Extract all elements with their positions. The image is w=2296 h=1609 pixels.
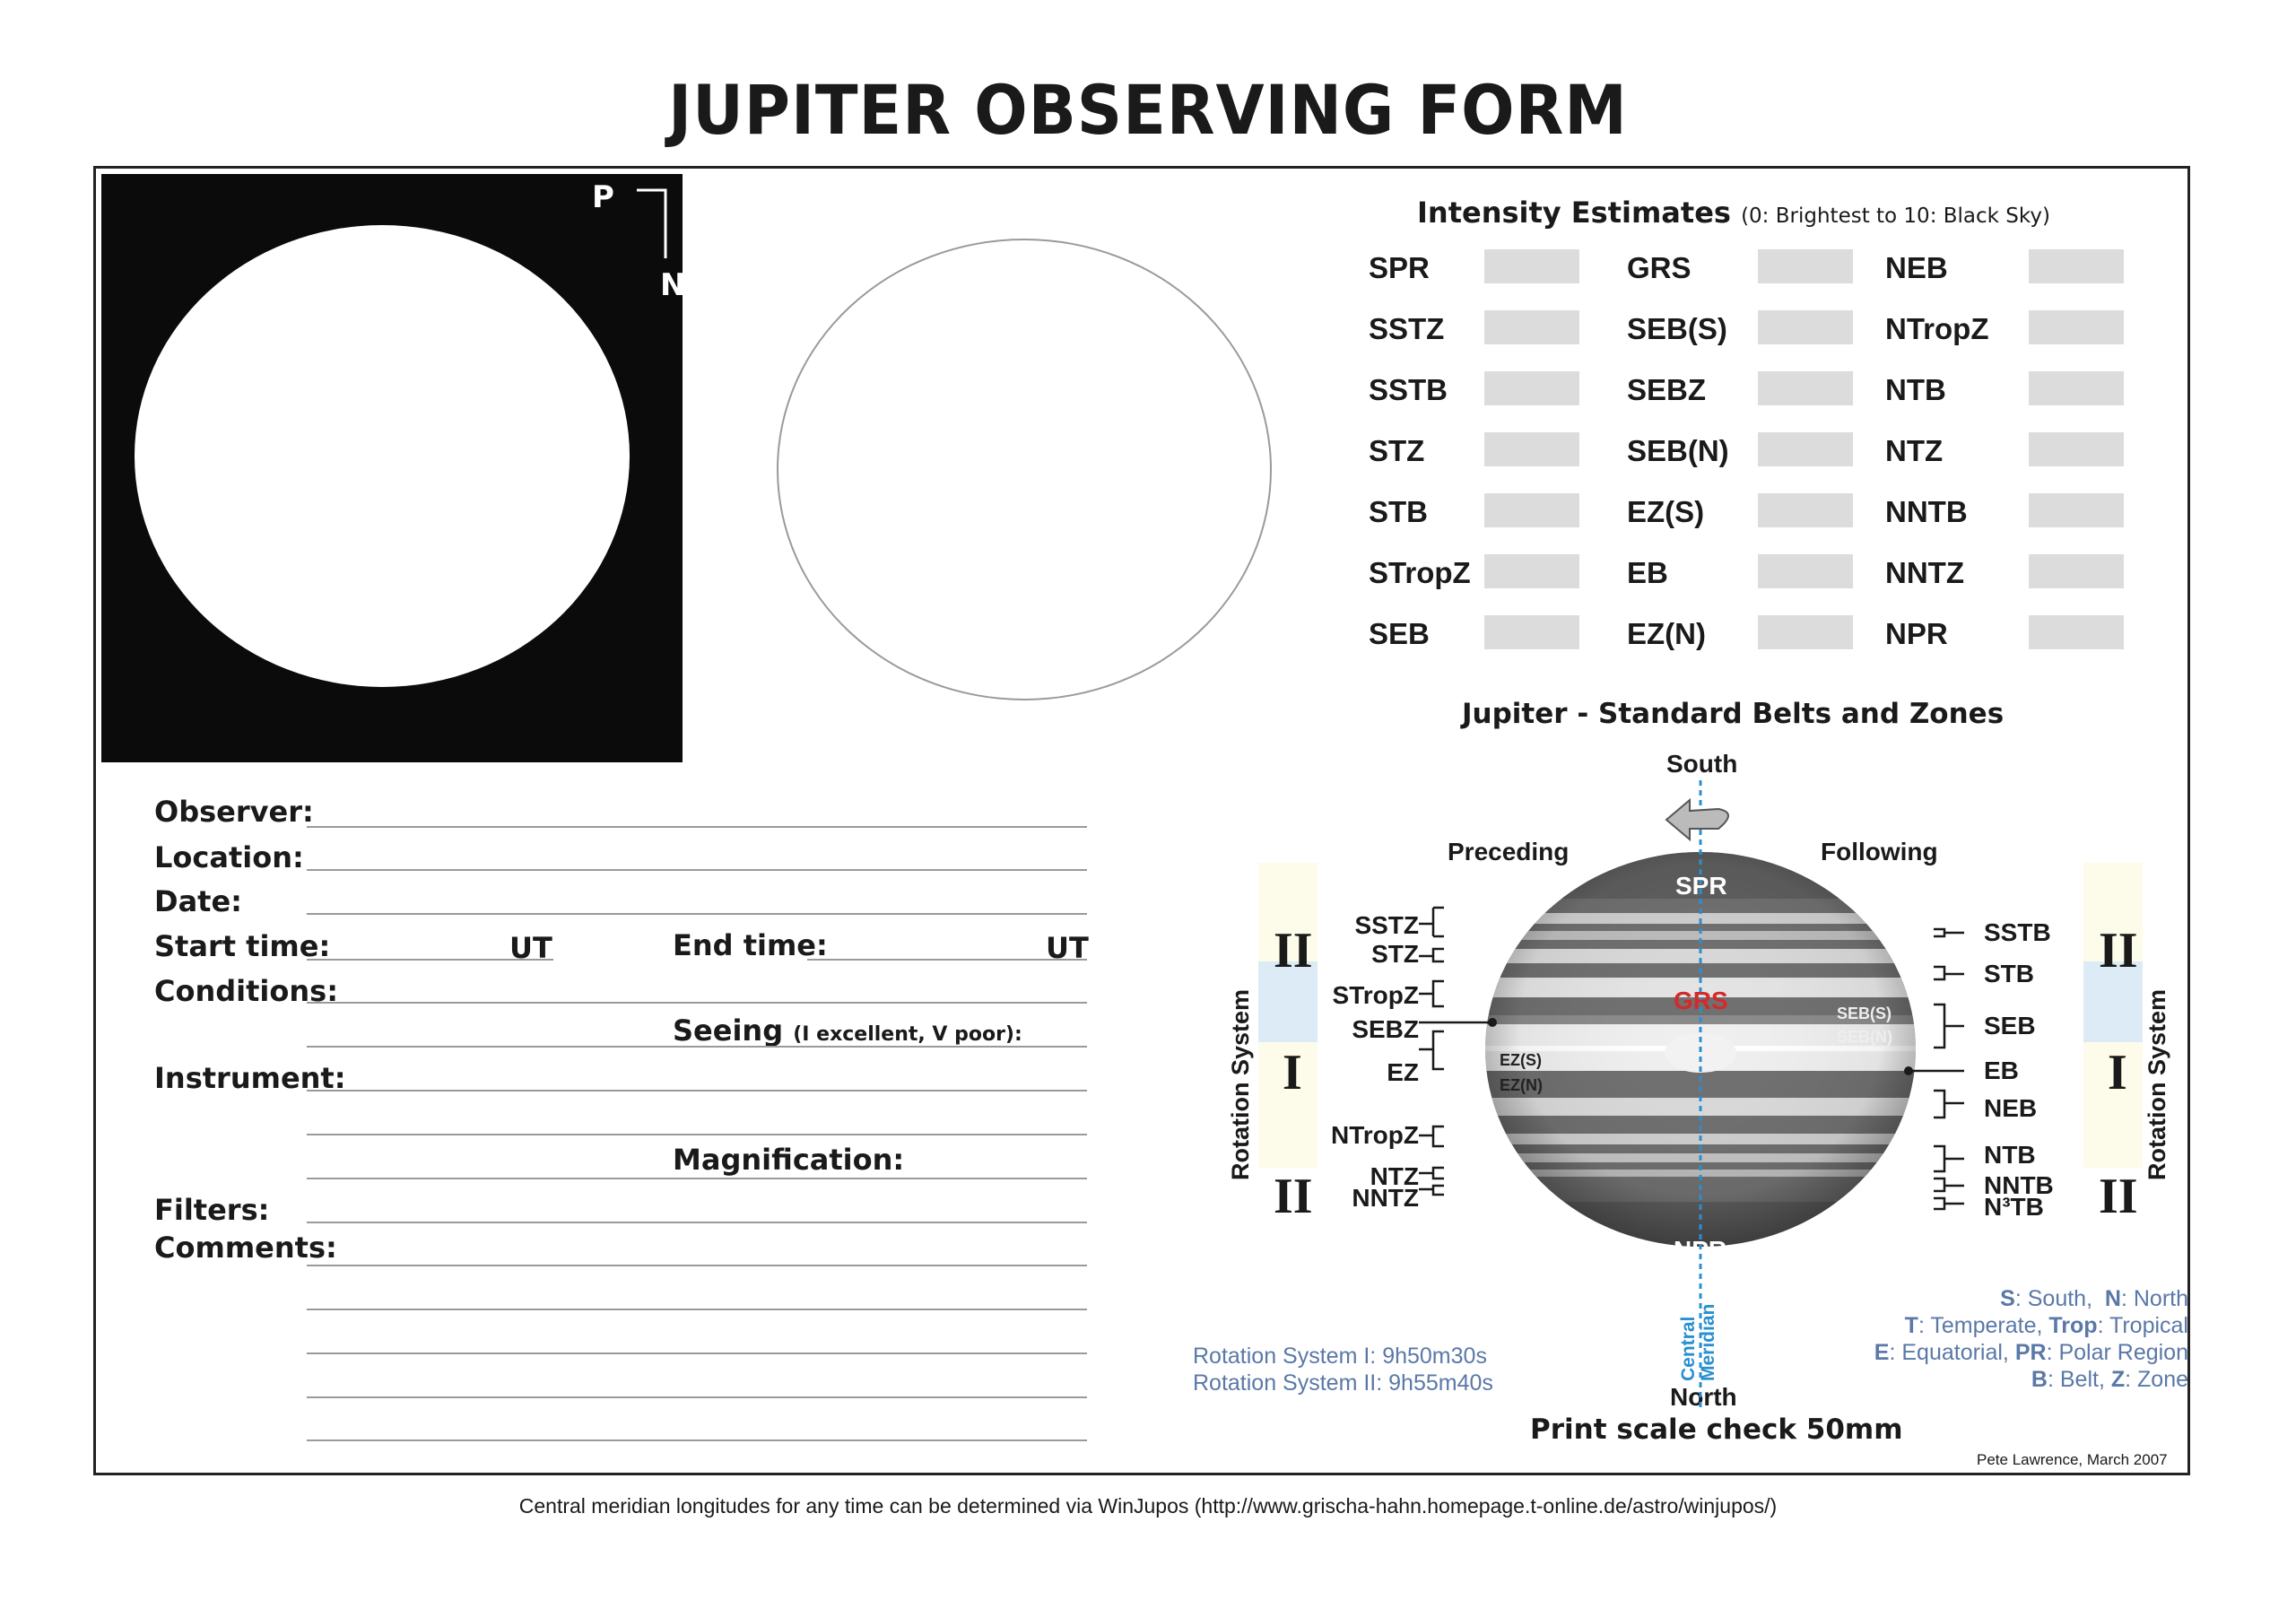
central-meridian-label xyxy=(1679,1304,1718,1381)
comments-field-1[interactable] xyxy=(307,1265,1087,1266)
intensity-input-box[interactable] xyxy=(1484,371,1579,405)
spr-label: SPR xyxy=(1675,872,1727,900)
intensity-input-box[interactable] xyxy=(1758,554,1853,588)
ez-n-label: EZ(N) xyxy=(1500,1076,1543,1094)
legend-row xyxy=(1874,1340,2188,1366)
intensity-input-box[interactable] xyxy=(1758,249,1853,283)
observer-field[interactable] xyxy=(307,826,1087,828)
intensity-label: EZ(S) xyxy=(1627,495,1705,528)
legend-meaning: : Equatorial, xyxy=(1889,1340,2015,1365)
conditions-field[interactable] xyxy=(307,1002,1087,1004)
preceding-label: Preceding xyxy=(1448,838,1570,865)
band-label-left: SSTZ xyxy=(1354,911,1419,939)
intensity-label: EZ(N) xyxy=(1627,617,1706,650)
band-label-left: EZ xyxy=(1387,1058,1419,1086)
intensity-input-box[interactable] xyxy=(1758,371,1853,405)
legend-meaning: : Polar Region xyxy=(2046,1340,2188,1365)
legend-abbrev: Trop xyxy=(2048,1313,2098,1338)
comments-label: Comments: xyxy=(154,1231,337,1265)
intensity-label: SEB xyxy=(1369,617,1430,650)
location-field[interactable] xyxy=(307,869,1087,871)
conditions-label: Conditions: xyxy=(154,974,338,1008)
band-label-right: SSTB xyxy=(1984,918,2051,946)
intensity-input-box[interactable] xyxy=(1758,432,1853,466)
system-one-left: I xyxy=(1283,1045,1302,1100)
band-label-right: STB xyxy=(1984,960,2034,987)
observer-label: Observer: xyxy=(154,795,314,829)
end-time-label: End time: xyxy=(673,928,828,962)
rotation-columns-left xyxy=(1258,863,1318,1168)
intensity-label: NNTZ xyxy=(1885,556,1964,589)
intensity-label: SPR xyxy=(1369,251,1430,284)
legend-row xyxy=(2000,1286,2188,1312)
intensity-input-box[interactable] xyxy=(1484,249,1579,283)
intensity-input-box[interactable] xyxy=(1484,493,1579,527)
end-ut-label: UT xyxy=(1046,931,1089,965)
intensity-label: STB xyxy=(1369,495,1428,528)
instrument-field[interactable] xyxy=(307,1090,1087,1092)
north-label: North xyxy=(1670,1383,1737,1411)
intensity-input-box[interactable] xyxy=(1758,310,1853,344)
intensity-label: SSTZ xyxy=(1369,312,1445,345)
band-label-left: STZ xyxy=(1371,940,1419,968)
intensity-label: SEB(S) xyxy=(1627,312,1727,345)
system-one-right: I xyxy=(2108,1045,2127,1100)
start-ut-label: UT xyxy=(509,931,552,965)
npr-label: NPR xyxy=(1674,1236,1727,1264)
band-label-left: STropZ xyxy=(1332,981,1419,1009)
seeing-text: Seeing xyxy=(673,1013,784,1048)
rotation-system-left-label: Rotation System xyxy=(1227,988,1254,1180)
magnification-label: Magnification: xyxy=(673,1143,905,1177)
date-field[interactable] xyxy=(307,913,1087,915)
intensity-input-box[interactable] xyxy=(2029,432,2124,466)
orientation-bracket-icon xyxy=(619,187,669,265)
system-two-right-top: II xyxy=(2099,923,2138,978)
band-label-left: NTropZ xyxy=(1331,1121,1419,1149)
following-label: Following xyxy=(1821,838,1938,865)
intensity-input-box[interactable] xyxy=(2029,615,2124,649)
band-label-left: NNTZ xyxy=(1352,1184,1419,1212)
system-two-right-bottom: II xyxy=(2099,1169,2138,1224)
start-time-label: Start time: xyxy=(154,929,331,963)
intensity-input-box[interactable] xyxy=(1484,432,1579,466)
intensity-input-box[interactable] xyxy=(1484,310,1579,344)
intensity-label: NNTB xyxy=(1885,495,1968,528)
ez-s-label: EZ(S) xyxy=(1500,1051,1542,1069)
intensity-title xyxy=(1417,196,2050,230)
location-label: Location: xyxy=(154,840,304,874)
intensity-label: GRS xyxy=(1627,251,1692,284)
pn-orientation-marker xyxy=(619,187,669,265)
band-label-right: NNTB xyxy=(1984,1171,2054,1199)
comments-field-4[interactable] xyxy=(307,1396,1087,1398)
legend-meaning: : North xyxy=(2120,1286,2188,1311)
band-label-right: NEB xyxy=(1984,1094,2038,1122)
seeing-note: (I excellent, V poor): xyxy=(793,1023,1022,1046)
central-text: Central xyxy=(1678,1316,1699,1381)
intensity-input-box[interactable] xyxy=(2029,249,2124,283)
outline-drawing-disc[interactable] xyxy=(777,239,1272,700)
instrument-label: Instrument: xyxy=(154,1061,346,1095)
band-label-left: NTZ xyxy=(1370,1162,1419,1190)
intensity-input-box[interactable] xyxy=(1484,554,1579,588)
intensity-label: SEBZ xyxy=(1627,373,1707,406)
system-two-left-top: II xyxy=(1274,923,1313,978)
legend-abbrev: S xyxy=(2000,1286,2015,1311)
legend-abbrev: T xyxy=(1904,1313,1918,1338)
meridian-text: Meridian xyxy=(1698,1303,1718,1381)
intensity-label: NPR xyxy=(1885,617,1948,650)
legend-abbrev: Z xyxy=(2110,1367,2126,1392)
band-label-left: SEBZ xyxy=(1352,1015,1419,1043)
rotation-arrow-icon xyxy=(1666,800,1728,839)
legend-meaning: : Belt, xyxy=(2047,1367,2111,1392)
date-label: Date: xyxy=(154,884,242,918)
intensity-scale-note: (0: Brightest to 10: Black Sky) xyxy=(1741,204,2050,228)
seeing-label xyxy=(673,1013,1022,1048)
intensity-input-box[interactable] xyxy=(2029,310,2124,344)
band-label-right: SEB xyxy=(1984,1012,2036,1039)
legend-row xyxy=(2031,1367,2188,1393)
intensity-input-box[interactable] xyxy=(2029,554,2124,588)
rotation-columns-right xyxy=(2083,863,2143,1168)
scale-check-label: Print scale check 50mm xyxy=(1530,1413,1903,1446)
intensity-input-box[interactable] xyxy=(2029,371,2124,405)
band-label-right: EB xyxy=(1984,1057,2019,1084)
filters-label: Filters: xyxy=(154,1193,270,1227)
intensity-input-box[interactable] xyxy=(1758,493,1853,527)
legend-meaning: : South, xyxy=(2014,1286,2105,1311)
filters-field[interactable] xyxy=(307,1222,1087,1223)
intensity-label: SEB(N) xyxy=(1627,434,1729,467)
comments-field-2[interactable] xyxy=(307,1309,1087,1310)
instrument-field-2[interactable] xyxy=(307,1134,1087,1135)
comments-field-5[interactable] xyxy=(307,1439,1087,1441)
band-label-right: NTB xyxy=(1984,1141,2036,1169)
intensity-input-box[interactable] xyxy=(1484,615,1579,649)
system-two-left-bottom: II xyxy=(1274,1169,1313,1224)
footer-note: Central meridian longitudes for any time can be determined via WinJupos (http://www.grischa-hahn.homepage.t-online.de/astro/winjupos/) xyxy=(518,1494,1778,1518)
dark-drawing-disc[interactable] xyxy=(135,225,630,687)
legend-abbrev: E xyxy=(1874,1340,1890,1365)
intensity-label: SSTB xyxy=(1369,373,1448,406)
legend-meaning: : Zone xyxy=(2125,1367,2188,1392)
intensity-input-box[interactable] xyxy=(2029,493,2124,527)
intensity-label: NTB xyxy=(1885,373,1946,406)
page-title: JUPITER OBSERVING FORM xyxy=(668,70,1628,150)
seeing-field[interactable] xyxy=(307,1046,1087,1048)
intensity-label: EB xyxy=(1627,556,1668,589)
seb-s-label: SEB(S) xyxy=(1837,1005,1892,1022)
legend-row xyxy=(1905,1313,2188,1339)
rotation-system-right-label: Rotation System xyxy=(2144,988,2170,1180)
band-label-right: N³TB xyxy=(1984,1193,2044,1221)
intensity-label: STropZ xyxy=(1369,556,1471,589)
seb-n-label: SEB(N) xyxy=(1837,1028,1892,1046)
author-credit: Pete Lawrence, March 2007 xyxy=(1977,1451,2168,1468)
intensity-label: NTZ xyxy=(1885,434,1944,467)
legend-abbrev: PR xyxy=(2014,1340,2047,1365)
legend-abbrev: B xyxy=(2031,1367,2048,1392)
intensity-heading: Intensity Estimates xyxy=(1417,196,1731,230)
p-label: P xyxy=(592,179,614,215)
intensity-label: STZ xyxy=(1369,434,1425,467)
right-brackets xyxy=(1909,929,1964,1209)
rotation-one-period: Rotation System I: 9h50m30s xyxy=(1193,1344,1487,1369)
legend-meaning: : Tropical xyxy=(2097,1313,2188,1338)
intensity-input-box[interactable] xyxy=(1758,615,1853,649)
magnification-field[interactable] xyxy=(307,1178,1087,1179)
left-brackets xyxy=(1419,908,1492,1195)
grs-label: GRS xyxy=(1674,987,1728,1014)
diagram-title: Jupiter - Standard Belts and Zones xyxy=(1462,698,2005,730)
intensity-label: NEB xyxy=(1885,251,1948,284)
n-label: N xyxy=(660,267,686,303)
intensity-label: NTropZ xyxy=(1885,312,1989,345)
legend-meaning: : Temperate, xyxy=(1918,1313,2049,1338)
legend-abbrev: N xyxy=(2104,1286,2121,1311)
comments-field-3[interactable] xyxy=(307,1352,1087,1354)
rotation-two-period: Rotation System II: 9h55m40s xyxy=(1193,1370,1493,1396)
south-label: South xyxy=(1666,750,1738,778)
